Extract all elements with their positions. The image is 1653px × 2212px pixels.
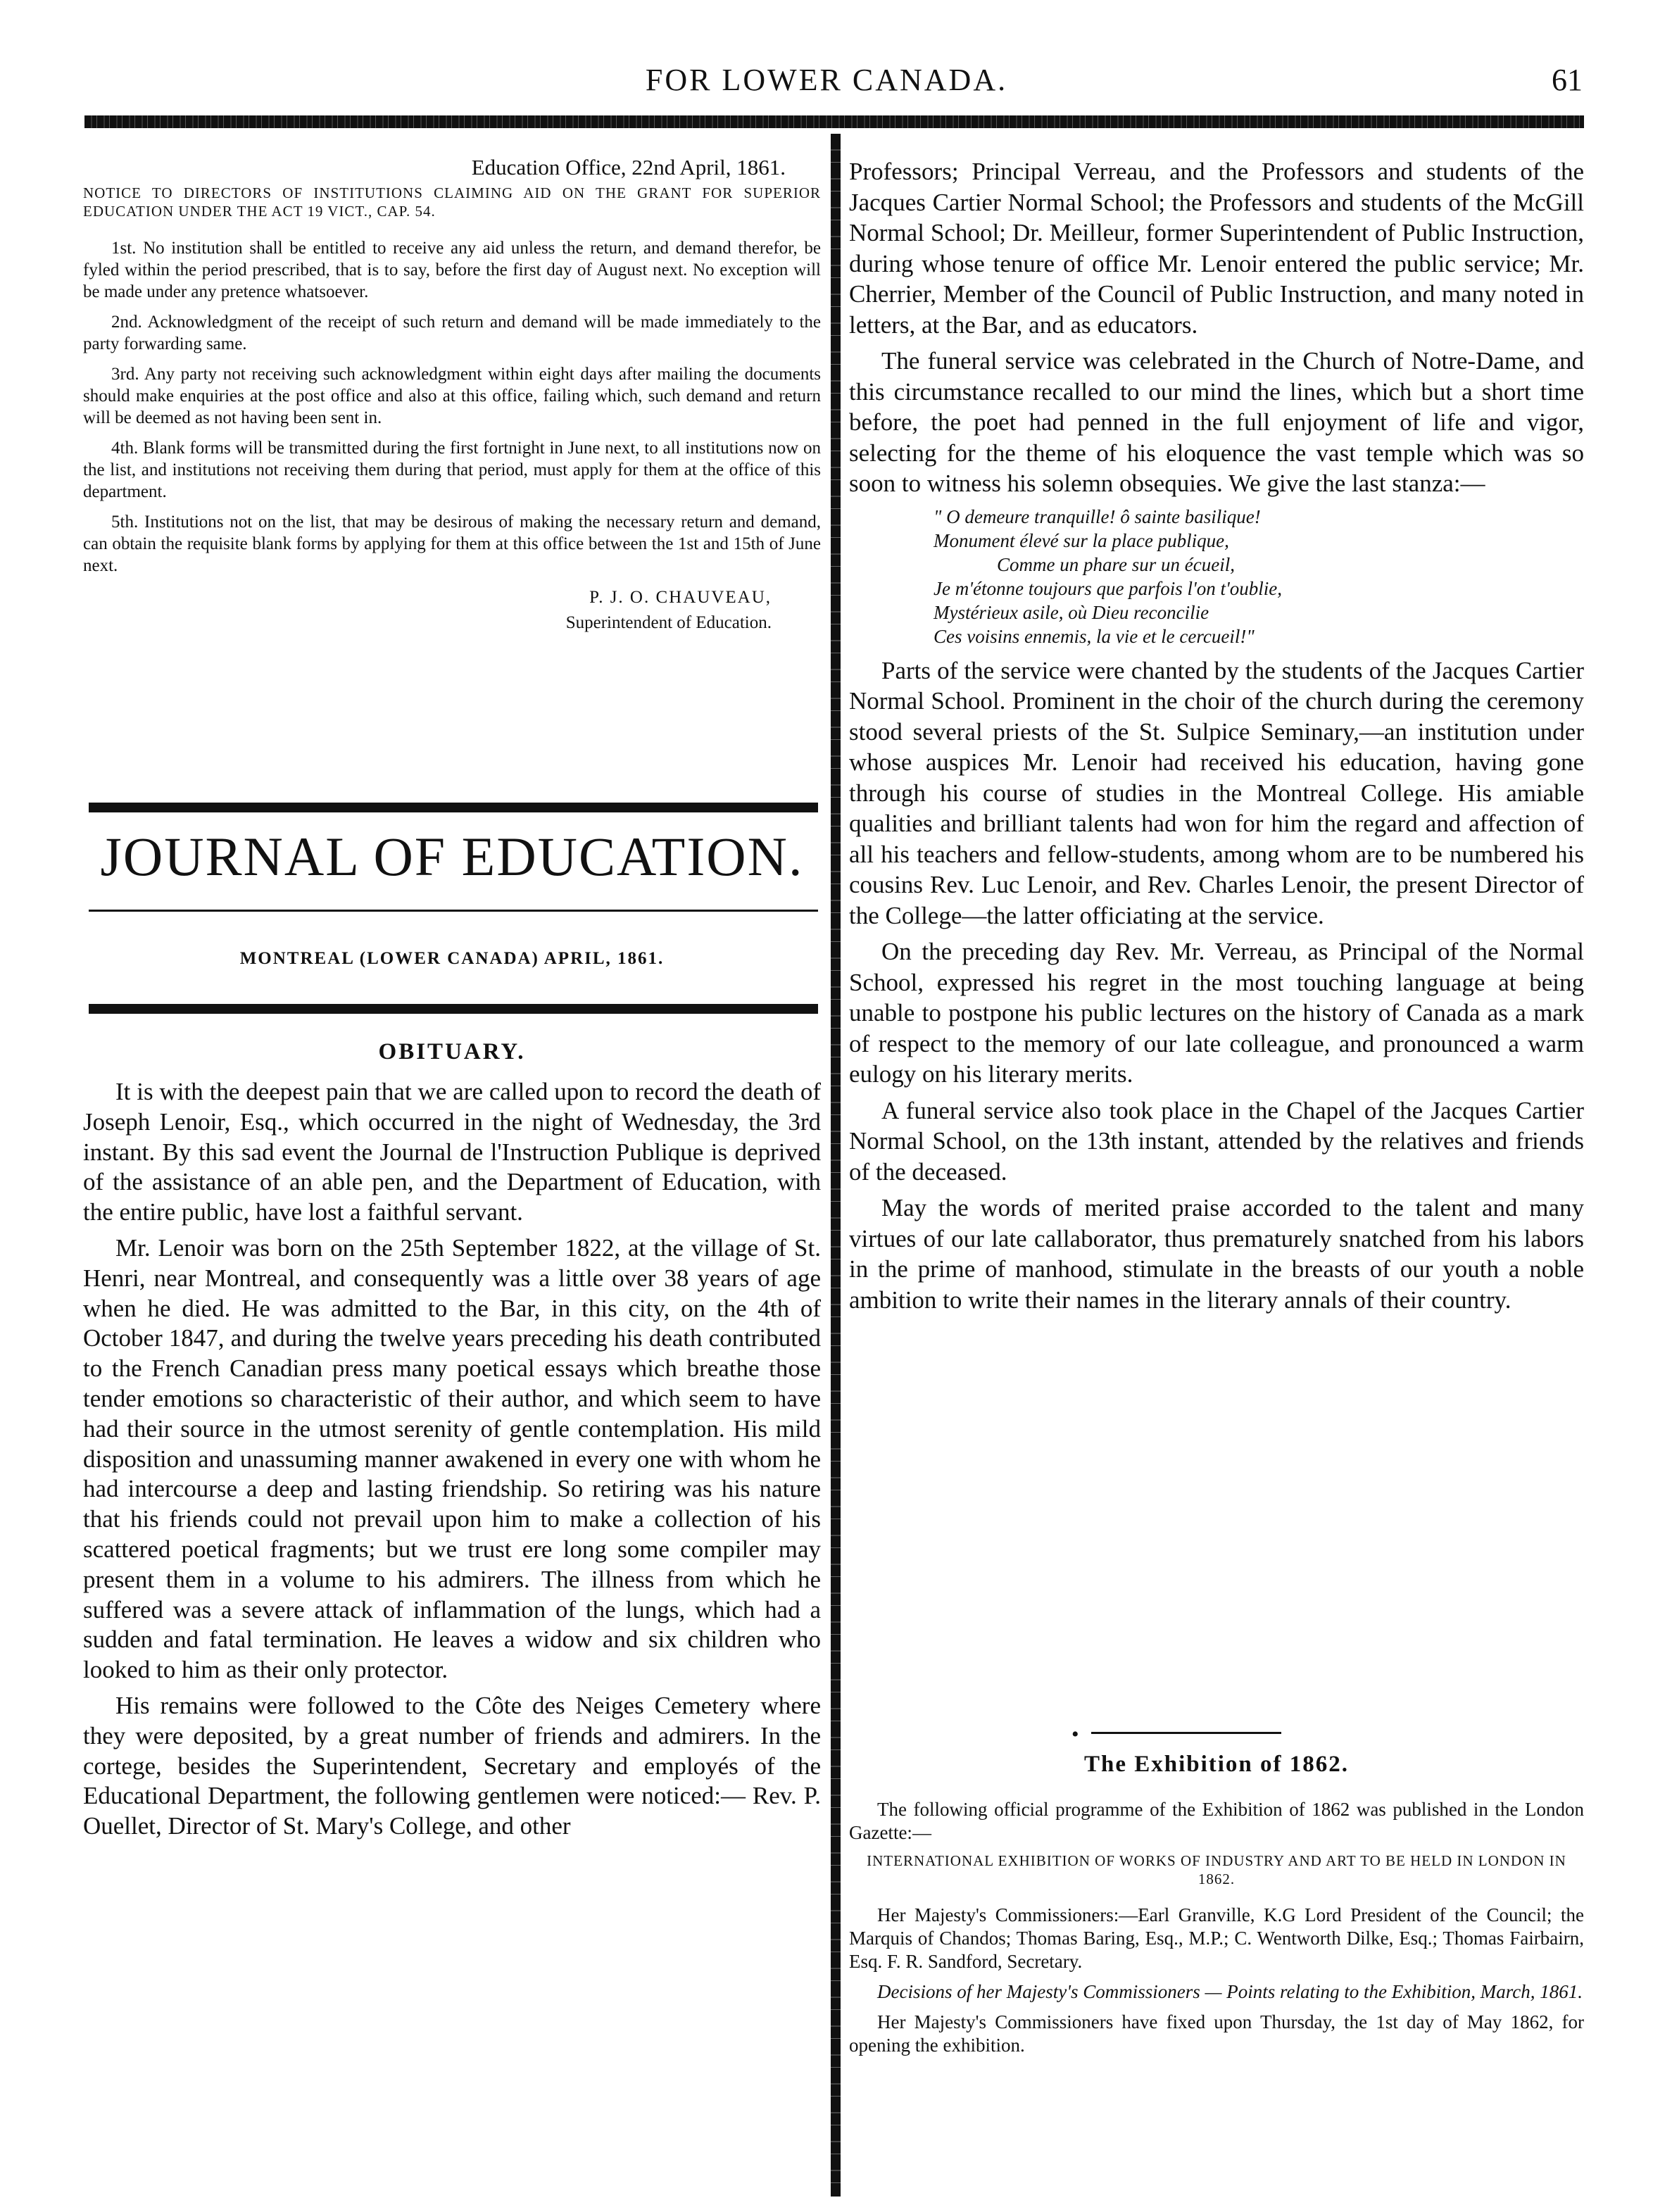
article-paragraph: May the words of merited praise accorded to the talent and many virtues of our late callaborator, thus prematurely snatched from his labors in the prime of manhood, stimulate in the breasts of our youth a noble ambition to write their names in the literary annals of their country. — [849, 1194, 1584, 1314]
column-divider — [831, 134, 841, 2197]
obituary-paragraph: Mr. Lenoir was born on the 25th September 1822, at the village of St. Henri, near Montreal, and consequently was a little over 38 years of age when he died. He was admitted to the Bar, in this city, on the 4th of October 1847, and during the twelve years preceding his death contributed to the French Canadian press many poetical essays which breathe those tender emotions so characteristic of their author, and which seem to have had their source in the utmost serenity of gentle contemplation. His mild disposition and unassuming manner awakened in every one with whom he had intercourse a deep and lasting friendship. So retiring was his nature that his friends could not prevail upon him to make a collection of his scattered poetical fragments; but we trust ere long some compiler may present them in a volume to his admirers. The illness from which he suffered was a severe attack of inflammation of the lungs, which had a sudden and fatal termination. He leaves a widow and six children who looked to him as their only protector. — [83, 1233, 821, 1684]
notice-signature — [83, 585, 821, 636]
article-paragraph: The funeral service was celebrated in the Church of Notre-Dame, and this circumstance recalled to our mind the lines, which but a short time before, the poet had penned in the full enjoyment of life and vigor, selecting for the theme of his eloquence the vast temple which was so soon to witness his solemn obsequies. We give the last stanza:— — [849, 347, 1584, 497]
dateline: MONTREAL (LOWER CANADA) APRIL, 1861. — [239, 949, 665, 968]
poem-line: Comme un phare sur un écueil, — [997, 553, 1235, 575]
page-number: 61 — [1552, 63, 1583, 97]
exhibition-heading: The Exhibition of 1862. — [1083, 1752, 1350, 1777]
dateline-rule — [89, 1004, 818, 1014]
poem-line: Mystérieux asile, où Dieu reconcilie — [934, 601, 1209, 623]
poem-line: Je m'étonne toujours que parfois l'on t'oublie, — [934, 577, 1283, 599]
running-header: FOR LOWER CANADA. — [645, 63, 1008, 97]
poem-line: Monument élevé sur la place publique, — [934, 529, 1229, 551]
notice-item: 5th. Institutions not on the list, that may be desirous of making the necessary return and demand, can obtain the requisite blank forms by applying for them at this office between the 1st and 15th of June next. — [83, 513, 821, 575]
journal-title: JOURNAL OF EDUCATION. — [100, 826, 804, 887]
obituary-text — [83, 1077, 821, 1847]
notice-item: 2nd. Acknowledgment of the receipt of such return and demand will be made immediately to the party forwarding same. — [83, 313, 821, 353]
section-bullet: • — [1071, 1723, 1079, 1746]
section-short-rule — [1091, 1732, 1281, 1734]
obituary-heading: OBITUARY. — [378, 1039, 526, 1064]
commissioners-paragraph: Her Majesty's Commissioners:—Earl Granville, K.G Lord President of the Council; the Marquis of Chandos; Thomas Baring, Esq., M.P.; C. Wentworth Dilke, Esq.; Thomas Fairbairn, Esq. F. R. Sandford, Secretary. — [849, 1904, 1584, 1972]
notice-item: 1st. No institution shall be entitled to receive any aid unless the return, and demand therefor, be fyled within the period prescribed, that is to say, before the first day of August next. No exception will be made under any pretence whatsoever. — [83, 239, 821, 301]
education-office-notice — [83, 156, 821, 636]
poem-line: Ces voisins ennemis, la vie et le cercueil!" — [934, 625, 1255, 647]
obituary-paragraph: His remains were followed to the Côte des Neiges Cemetery where they were deposited, by a great number of friends and admirers. In the cortege, besides the Superintendent, Secretary and employés of the Educational Department, the following gentlemen were noticed:— Rev. P. Ouellet, Director of St. Mary's College, and other — [83, 1691, 821, 1840]
exhibition-section — [849, 1798, 1584, 2064]
header-rule — [84, 115, 1584, 128]
notice-item: 4th. Blank forms will be transmitted during the first fortnight in June next, to all institutions now on the list, and institutions not receiving them during that period, must apply for them at the office of this department. — [83, 439, 821, 501]
exhibition-caps-heading: INTERNATIONAL EXHIBITION OF WORKS OF INDUSTRY AND ART TO BE HELD IN LONDON IN 1862. — [867, 1852, 1566, 1887]
poem-line: " O demeure tranquille! ô sainte basilique! — [934, 505, 1261, 527]
decisions-heading: Decisions of her Majesty's Commissioners — Points relating to the Exhibition, March, 1861. — [877, 1981, 1583, 2002]
article-paragraph: Parts of the service were chanted by the students of the Jacques Cartier Normal School. Prominent in the choir of the church during the ceremony stood several priests of the St. Sulpice Seminary,—an institution under whose auspices Mr. Lenoir had received his education, having gone through his course of studies in the Montreal College. His amiable qualities and brilliant talents had won for him the regard and affection of all his teachers and fellow-students, among whom are to be numbered his cousins Rev. Luc Lenoir, and Rev. Charles Lenoir, the present Director of the College—the latter officiating at the service. — [849, 656, 1584, 929]
article-paragraph: On the preceding day Rev. Mr. Verreau, as Principal of the Normal School, expressed his regret in the most touching language at being unable to postpone his public lectures on the history of Canada as a mark of respect to the memory of our late colleague, and pronounced a warm eulogy on his literary merits. — [849, 938, 1584, 1088]
notice-date: Education Office, 22nd April, 1861. — [471, 155, 786, 180]
signature-name: P. J. O. CHAUVEAU, — [589, 588, 772, 607]
obituary-continued — [849, 156, 1584, 1321]
exhibition-intro: The following official programme of the Exhibition of 1862 was published in the London Gazette:— — [849, 1799, 1584, 1843]
signature-title: Superintendent of Education. — [565, 613, 772, 632]
article-paragraph: Professors; Principal Verreau, and the Professors and students of the Jacques Cartier Normal School; the Professors and students of the McGill Normal School; Dr. Meilleur, former Superintendent of Public Instruction, during whose tenure of office Mr. Lenoir entered the public service; Mr. Cherrier, Member of the Council of Public Instruction, and many noted in letters, at the Bar, and as educators. — [849, 158, 1584, 339]
poem-stanza — [934, 505, 1584, 648]
notice-caption: NOTICE TO DIRECTORS OF INSTITUTIONS CLAIMING AID ON THE GRANT FOR SUPERIOR EDUCATION UNDER THE ACT 19 VICT., CAP. 54. — [83, 184, 821, 220]
notice-item: 3rd. Any party not receiving such acknowledgment within eight days after mailing the documents should make enquiries at the post office and also at this office, failing which, such demand and return will be deemed as not having been sent in. — [83, 365, 821, 427]
title-underline — [89, 910, 818, 912]
article-paragraph: A funeral service also took place in the Chapel of the Jacques Cartier Normal School, on the 13th instant, attended by the relatives and friends of the deceased. — [849, 1096, 1584, 1186]
obituary-paragraph: It is with the deepest pain that we are called upon to record the death of Joseph Lenoir, Esq., which occurred in the night of Wednesday, the 3rd instant. By this sad event the Journal de l'Instruction Publique is deprived of the assistance of an able pen, and the Department of Education, with the entire public, have lost a faithful servant. — [83, 1078, 821, 1226]
opening-date-paragraph: Her Majesty's Commissioners have fixed upon Thursday, the 1st day of May 1862, for opening the exhibition. — [849, 2011, 1584, 2056]
page-header — [0, 62, 1653, 104]
section-rule — [89, 803, 818, 812]
